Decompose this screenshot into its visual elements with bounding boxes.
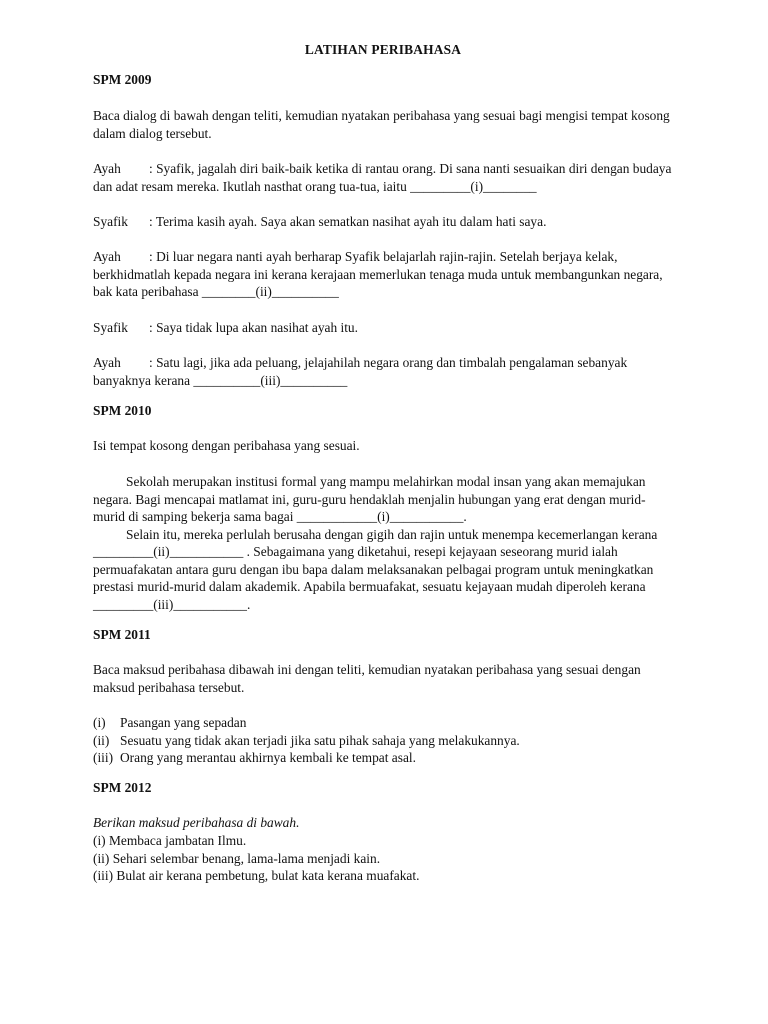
spm-2011-instruction: Baca maksud peribahasa dibawah ini dengan teliti, kemudian nyatakan peribahasa yang sesuai dengan maksud peribahasa tersebut. [93, 662, 641, 695]
list-item: (i) Membaca jambatan Ilmu. [93, 833, 247, 848]
list-item: (iii) Bulat air kerana pembetung, bulat kata kerana muafakat. [93, 868, 420, 883]
dialog-line [93, 160, 673, 195]
dialog-text: : Saya tidak lupa akan nasihat ayah itu. [149, 320, 358, 335]
spm-2011-list [93, 714, 673, 767]
section-heading-spm-2009: SPM 2009 [93, 72, 152, 87]
spm-2010-instruction: Isi tempat kosong dengan peribahasa yang sesuai. [93, 438, 360, 453]
list-item [93, 714, 673, 732]
spm-2012-instruction: Berikan maksud peribahasa di bawah. [93, 815, 300, 830]
dialog-speaker: Ayah [93, 161, 121, 176]
list-item [93, 749, 673, 767]
dialog-speaker: Syafik [93, 214, 128, 229]
dialog-text: : Syafik, jagalah diri baik-baik ketika di rantau orang. Di sana nanti sesuaikan diri dengan budaya dan adat resam mereka. Ikutlah nasthat orang tua-tua, iaitu _________(i)________ [93, 161, 672, 194]
section-heading-spm-2011: SPM 2011 [93, 627, 151, 642]
dialog-line [93, 213, 673, 231]
dialog-line [93, 354, 673, 389]
spm-2012-list [93, 832, 673, 885]
dialog-text: : Terima kasih ayah. Saya akan sematkan nasihat ayah itu dalam hati saya. [149, 214, 547, 229]
list-item: (ii) Sehari selembar benang, lama-lama menjadi kain. [93, 850, 381, 866]
list-item-number: (i) [93, 715, 106, 730]
list-item-text: Sesuatu yang tidak akan terjadi jika satu pihak sahaja yang melakukannya. [120, 732, 520, 748]
passage-paragraph: Selain itu, mereka perlulah berusaha dengan gigih dan rajin untuk menempa kecemerlangan kerana _________(ii)___________ . Sebagaimana yang diketahui, resepi kejayaan seseorang murid ialah permuafakatan antara guru dengan ibu bapa dalam melaksanakan pelbagai program untuk meningkatkan prestasi murid-murid dalam akademik. Apabila bermuafakat, sesuatu kejayaan mudah diperoleh kerana _________(iii)___________. [93, 526, 658, 612]
page-title: LATIHAN PERIBAHASA [304, 42, 462, 57]
section-heading-spm-2012: SPM 2012 [93, 780, 152, 795]
dialog-speaker: Ayah [93, 355, 121, 370]
dialog-text: : Satu lagi, jika ada peluang, jelajahilah negara orang dan timbalah pengalaman sebanyak banyaknya kerana __________(iii)__________ [93, 355, 628, 388]
list-item-number: (ii) [93, 732, 110, 748]
list-item-text: Pasangan yang sepadan [120, 715, 247, 730]
dialog-line [93, 248, 673, 301]
dialog-text: : Di luar negara nanti ayah berharap Syafik belajarlah rajin-rajin. Setelah berjaya kelak, berkhidmatlah kepada negara ini kerana kerajaan memerlukan tenaga muda untuk membangunkan negara, bak kata peribahasa ________(ii)__________ [93, 249, 663, 299]
list-item-number: (iii) [93, 750, 114, 765]
section-heading-spm-2010: SPM 2010 [93, 403, 152, 418]
passage-paragraph: Sekolah merupakan institusi formal yang mampu melahirkan modal insan yang akan memajukan negara. Bagi mencapai matlamat ini, guru-guru hendaklah menjalin hubungan yang erat dengan murid-murid di samping bekerja sama bagai ____________(i)___________. [93, 474, 646, 524]
list-item [93, 732, 673, 750]
dialog-speaker: Ayah [93, 249, 121, 264]
spm-2010-passage [93, 473, 673, 613]
spm-2009-instruction: Baca dialog di bawah dengan teliti, kemudian nyatakan peribahasa yang sesuai bagi mengisi tempat kosong dalam dialog tersebut. [93, 108, 670, 141]
dialog-line [93, 319, 673, 337]
list-item-text: Orang yang merantau akhirnya kembali ke tempat asal. [120, 750, 416, 765]
dialog-speaker: Syafik [93, 320, 128, 335]
